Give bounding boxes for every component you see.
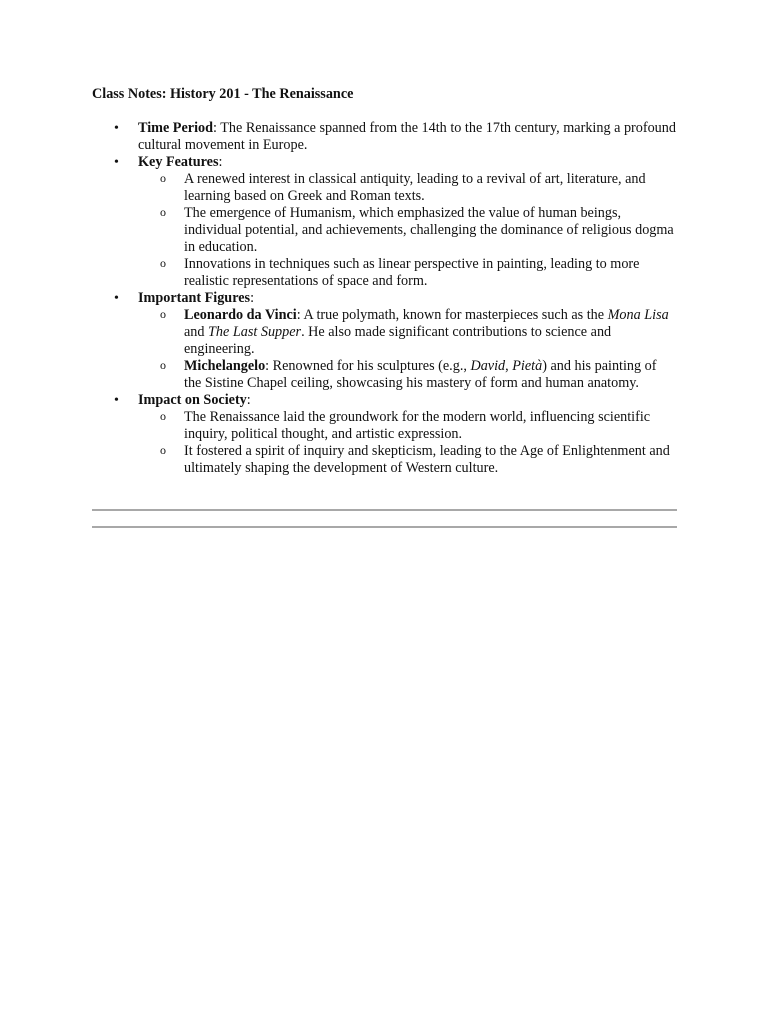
list-item-key-features [92,154,677,290]
label-colon: : [218,154,223,170]
work-title: Mona Lisa [607,307,669,323]
sub-bullet-icon: o [160,307,166,321]
figure-text: , [505,358,513,374]
section-text: The Renaissance spanned from the 14th to the 17th century, marking a profound cultural movement in Europe. [138,120,676,153]
work-title: The Last Supper [208,324,302,340]
label-colon: : [246,392,251,408]
sub-bullet-icon: o [160,358,166,372]
label-colon: : [213,120,217,136]
sub-item-text: Innovations in techniques such as linear perspective in painting, leading to more realistic representations of space and form. [184,256,640,289]
sub-bullet-icon: o [160,256,166,270]
sub-item-text: The Renaissance laid the groundwork for the modern world, influencing scientific inquiry, political thought, and artistic expression. [184,409,651,442]
figure-text: : A true polymath, known for masterpieces such as the [296,307,608,323]
sub-list-item [138,256,677,290]
figure-text: . He also made significant contributions to science and engineering. [184,324,612,357]
figure-text: and [184,324,209,340]
notes-list [92,120,677,477]
label-colon: : [250,290,255,306]
sub-list-item [138,409,677,443]
bullet-icon: • [114,155,119,170]
document-title: Class Notes: History 201 - The Renaissance [92,86,354,102]
sub-list-item [138,205,677,256]
work-title: David [470,358,506,374]
horizontal-rules [92,509,677,528]
horizontal-rule-divider [92,509,677,511]
list-item-important-figures [92,290,677,392]
document-page [92,86,677,477]
sub-item-text: The emergence of Humanism, which emphasized the value of human beings, individual potential, and achievements, challenging the dominance of religious dogma in education. [184,205,674,255]
figure-text: ) and his painting of the Sistine Chapel ceiling, showcasing his mastery of form and human anatomy. [184,358,657,391]
figure-name: Michelangelo [184,358,266,374]
figure-name: Leonardo da Vinci [184,307,297,323]
sub-list [138,409,677,477]
list-item-time-period [92,120,677,154]
section-label: Key Features [138,154,219,170]
sub-list [138,171,677,290]
sub-item-text: It fostered a spirit of inquiry and skepticism, leading to the Age of Enlightenment and ultimately shaping the development of Western culture. [184,443,670,476]
bullet-icon: • [114,393,119,408]
section-label: Time Period [138,120,213,136]
sub-list-item [138,443,677,477]
section-label: Impact on Society [138,392,247,408]
sub-item-text: A renewed interest in classical antiquity, leading to a revival of art, literature, and learning based on Greek and Roman texts. [184,171,646,204]
sub-bullet-icon: o [160,171,166,185]
section-label: Important Figures [138,290,251,306]
sub-list [138,307,677,392]
work-title: Pietà [512,358,543,374]
sub-list-item [138,171,677,205]
horizontal-rule-divider [92,526,677,528]
sub-bullet-icon: o [160,443,166,457]
sub-list-item-michelangelo [138,358,677,392]
sub-list-item-leonardo [138,307,677,358]
sub-bullet-icon: o [160,205,166,219]
figure-text: : Renowned for his sculptures (e.g., [265,358,471,374]
sub-bullet-icon: o [160,409,166,423]
bullet-icon: • [114,291,119,306]
bullet-icon: • [114,121,119,136]
list-item-impact-on-society [92,392,677,477]
